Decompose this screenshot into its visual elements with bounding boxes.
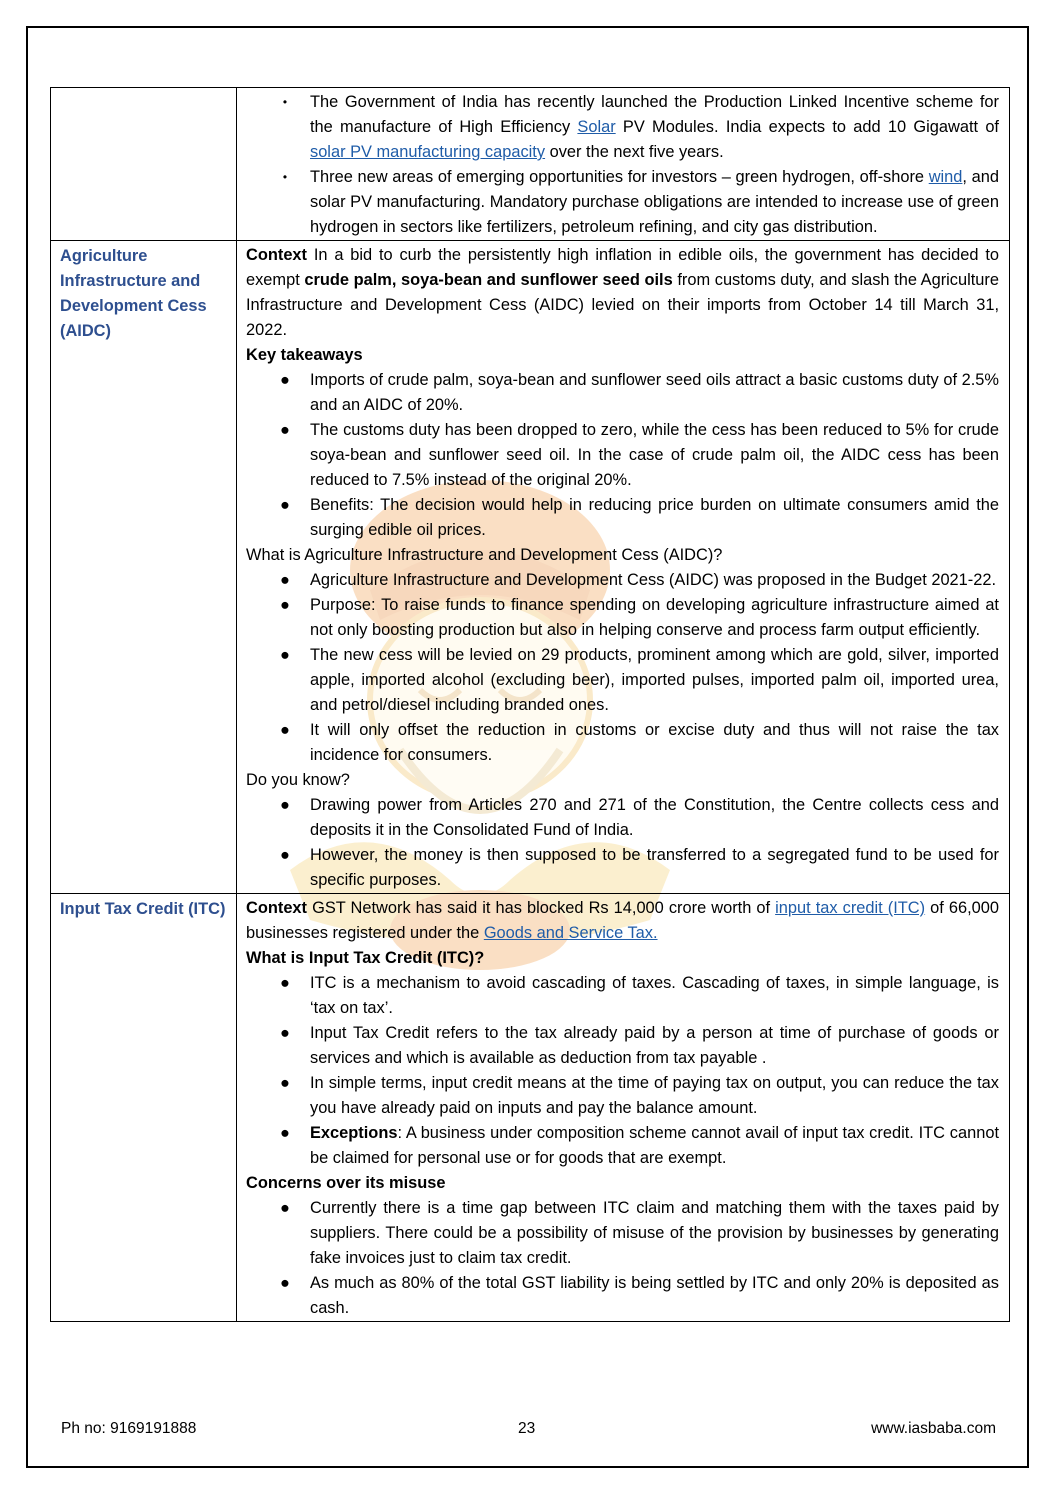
list-item — [280, 593, 999, 643]
inline-link[interactable]: input tax credit (ITC) — [775, 899, 926, 917]
description-body — [237, 894, 1009, 1321]
text-span: Input Tax Credit refers to the tax already paid by a person at time of purchase of goods or services and which is available as deduction from tax payable . — [310, 1024, 999, 1067]
bullet-icon: ● — [280, 371, 290, 389]
list-item — [282, 165, 999, 240]
description-body — [237, 241, 1009, 893]
description-cell — [237, 241, 1010, 894]
inline-link[interactable]: wind — [928, 168, 963, 186]
text-span: over the next five years. — [545, 143, 724, 161]
bullet-icon: ● — [280, 596, 290, 614]
list-item — [280, 1071, 999, 1121]
table-row-agriculture-infrastructure-and-development-cess-aidc — [51, 241, 1010, 894]
list-item — [280, 843, 999, 893]
bold-text: Exceptions — [310, 1124, 398, 1142]
list-item — [280, 718, 999, 768]
bullet-list — [246, 793, 999, 893]
term-heading — [51, 88, 236, 91]
bold-text: Concerns over its misuse — [246, 1174, 446, 1192]
bullet-icon: ● — [280, 1074, 290, 1092]
bullet-list — [246, 568, 999, 768]
text-span: What is Agriculture Infrastructure and Development Cess (AIDC)? — [246, 546, 723, 564]
term-cell — [51, 241, 237, 894]
text-span: Agriculture Infrastructure and Development Cess (AIDC) was proposed in the Budget 2021-22. — [310, 571, 997, 589]
bullet-list — [246, 368, 999, 543]
text-span: GST Network has said it has blocked Rs 14,000 crore worth of — [307, 899, 776, 917]
list-item — [280, 643, 999, 718]
term-cell — [51, 88, 237, 241]
bullet-icon: ● — [280, 646, 290, 664]
text-span: The Government of India has recently launched the Production Linked Incentive scheme for the manufacture of High Efficiency — [310, 93, 999, 136]
description-cell — [237, 894, 1010, 1322]
list-item — [280, 1021, 999, 1071]
bold-text: crude palm, soya-bean and sunflower seed oils — [304, 271, 673, 289]
footer-website[interactable]: www.iasbaba.com — [871, 1420, 996, 1437]
description-body — [237, 88, 1009, 240]
paragraph — [246, 1171, 999, 1196]
text-span: It will only offset the reduction in customs or excise duty and thus will not raise the tax incidence for consumers. — [310, 721, 999, 764]
list-item — [280, 971, 999, 1021]
paragraph — [246, 896, 999, 946]
bullet-icon: ● — [280, 496, 290, 514]
bold-text: Context — [246, 246, 308, 264]
paragraph — [246, 768, 999, 793]
bullet-icon: ● — [280, 846, 290, 864]
paragraph — [246, 543, 999, 568]
list-item — [280, 493, 999, 543]
text-span: Purpose: To raise funds to finance spending on developing agriculture infrastructure aimed at not only boosting production but also in helping conserve and process farm output efficiently. — [310, 596, 999, 639]
footer-page-number: 23 — [518, 1420, 536, 1437]
text-span: Do you know? — [246, 771, 350, 789]
list-item — [280, 568, 999, 593]
term-heading: Input Tax Credit (ITC) — [60, 900, 226, 918]
paragraph — [246, 243, 999, 343]
text-span: As much as 80% of the total GST liability is being settled by ITC and only 20% is deposited as cash. — [310, 1274, 999, 1317]
table-row-continued — [51, 88, 1010, 241]
text-span: Drawing power from Articles 270 and 271 of the Constitution, the Centre collects cess and deposits it in the Consolidated Fund of India. — [310, 796, 999, 839]
paragraph — [246, 343, 999, 368]
bullet-icon: ● — [280, 1199, 290, 1217]
term-heading: Agriculture Infrastructure and Development Cess (AIDC) — [60, 247, 207, 340]
bullet-icon: ● — [280, 571, 290, 589]
inline-link[interactable]: Solar — [577, 118, 616, 136]
text-span: In simple terms, input credit means at the time of paying tax on output, you can reduce the tax you have already paid on inputs and pay the balance amount. — [310, 1074, 999, 1117]
text-span: The new cess will be levied on 29 products, prominent among which are gold, silver, imported apple, imported alcohol (excluding beer), imported pulses, imported palm oil, imported urea, and petrol/diesel including branded ones. — [310, 646, 999, 714]
text-span: ITC is a mechanism to avoid cascading of taxes. Cascading of taxes, in simple language, is ‘tax on tax’. — [310, 974, 999, 1017]
text-span: from customs duty, and slash the Agriculture Infrastructure and Development Cess (AIDC) levied on their imports from October 14 till March 31, 2022. — [246, 271, 999, 339]
list-item — [280, 793, 999, 843]
bullet-icon: ● — [280, 421, 290, 439]
text-span: In a bid to curb the persistently high inflation in edible oils, the government has decided to exempt — [246, 246, 999, 289]
text-span: PV Modules. India expects to add 10 Gigawatt of — [615, 118, 999, 136]
text-span: However, the money is then supposed to be transferred to a segregated fund to be used for specific purposes. — [310, 846, 999, 889]
bullet-icon: ● — [280, 796, 290, 814]
list-item — [280, 368, 999, 418]
term-cell — [51, 894, 237, 1322]
bullet-list — [246, 90, 999, 240]
list-item — [280, 1196, 999, 1271]
text-span: Imports of crude palm, soya-bean and sunflower seed oils attract a basic customs duty of 2.5% and an AIDC of 20%. — [310, 371, 999, 414]
description-cell — [237, 88, 1010, 241]
bullet-list — [246, 1196, 999, 1321]
footer-phone: Ph no: 9169191888 — [61, 1420, 197, 1437]
bold-text: Key takeaways — [246, 346, 363, 364]
text-span: Three new areas of emerging opportunities for investors – green hydrogen, off-shore — [310, 168, 929, 186]
bullet-icon: ● — [280, 974, 290, 992]
bullet-icon: ● — [280, 1024, 290, 1042]
bullet-icon: ● — [280, 1124, 290, 1142]
text-span: The customs duty has been dropped to zero, while the cess has been reduced to 5% for crude soya-bean and sunflower seed oil. In the case of crude palm oil, the AIDC cess has been reduced to 7.5% instead of the original 20%. — [310, 421, 999, 489]
text-span: Currently there is a time gap between ITC claim and matching them with the taxes paid by suppliers. There could be a possibility of misuse of the provision by businesses by generating fake invoices just to claim tax credit. — [310, 1199, 999, 1267]
inline-link[interactable]: Goods and Service Tax. — [483, 924, 658, 942]
bold-text: Context — [246, 899, 308, 917]
text-span: Benefits: The decision would help in reducing price burden on ultimate consumers amid the surging edible oil prices. — [310, 496, 999, 539]
list-item — [280, 1121, 999, 1171]
bold-text: What is Input Tax Credit (ITC)? — [246, 949, 485, 967]
text-span: , and solar PV manufacturing. Mandatory purchase obligations are intended to increase use of green hydrogen in sectors like fertilizers, petroleum refining, and city gas distribution. — [310, 168, 999, 236]
bullet-icon: ● — [280, 721, 290, 739]
paragraph — [246, 946, 999, 971]
list-item — [280, 418, 999, 493]
bullet-icon: • — [282, 170, 288, 184]
table-row-input-tax-credit-itc — [51, 894, 1010, 1322]
text-span: of 66,000 businesses registered under the — [246, 899, 999, 942]
bullet-icon: • — [282, 95, 288, 109]
text-span: : A business under composition scheme cannot avail of input tax credit. ITC cannot be claimed for personal use or for goods that are exempt. — [310, 1124, 999, 1167]
list-item — [282, 90, 999, 165]
inline-link[interactable]: solar PV manufacturing capacity — [310, 143, 546, 161]
notes-table — [50, 87, 1010, 1322]
list-item — [280, 1271, 999, 1321]
bullet-list — [246, 971, 999, 1171]
bullet-icon: ● — [280, 1274, 290, 1292]
